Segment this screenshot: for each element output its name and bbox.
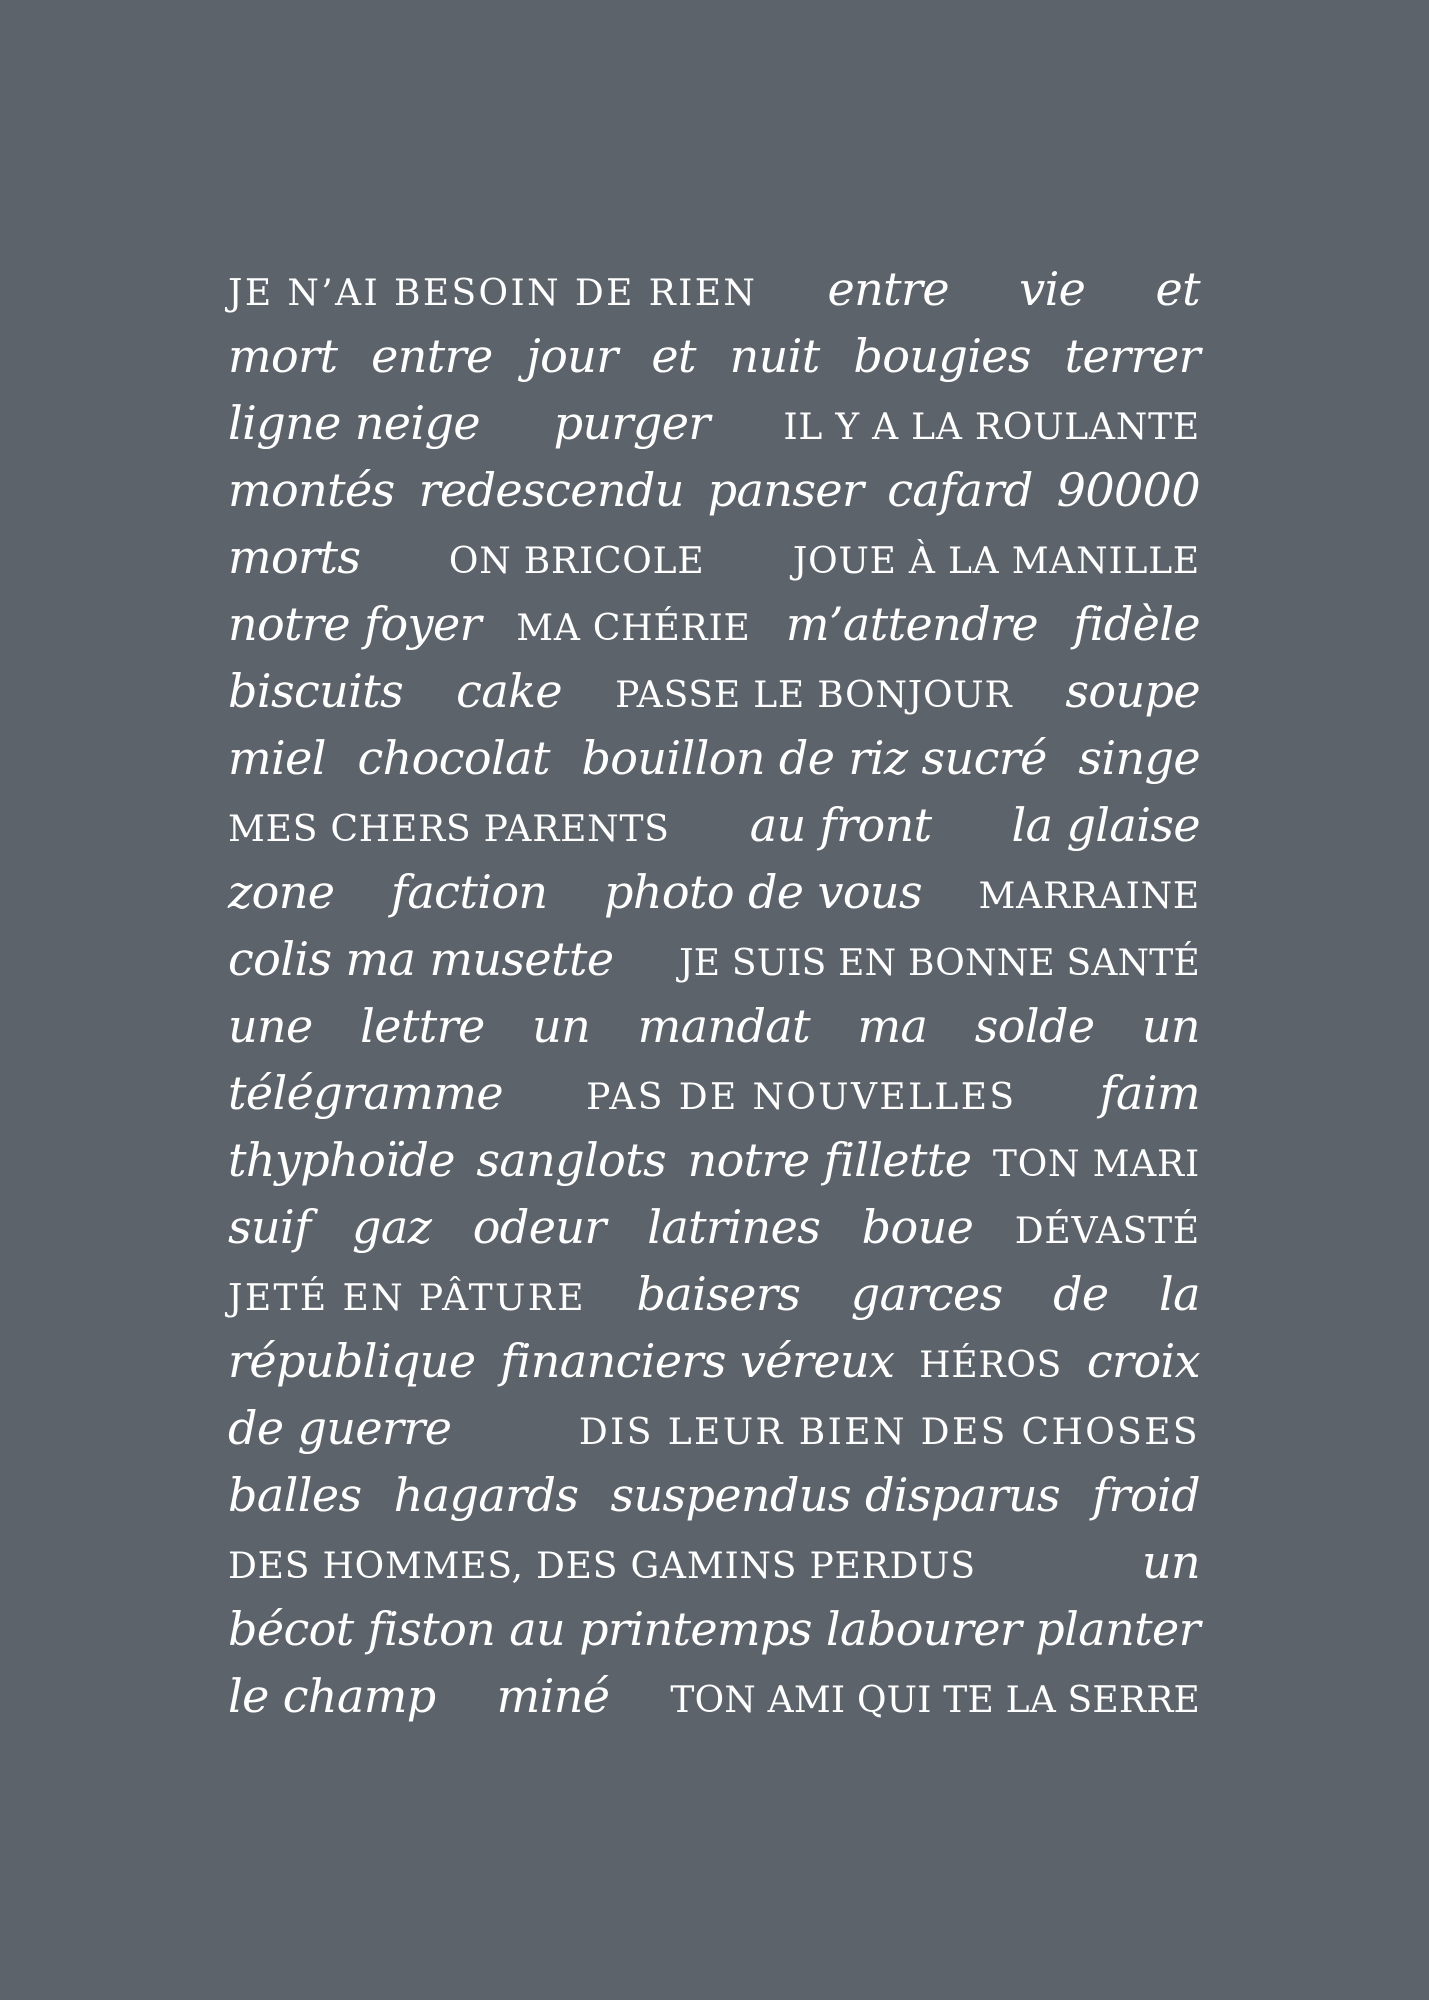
italic-phrase: notre fillette: [687, 1133, 972, 1187]
italic-phrase: mort: [228, 329, 338, 383]
small-caps-phrase: JOUE À LA MANILLE: [792, 541, 1200, 582]
italic-phrase: miel: [228, 731, 326, 785]
poem-line: [228, 926, 1200, 993]
poem-line: [228, 1395, 1200, 1462]
italic-phrase: planter: [1035, 1602, 1200, 1656]
poem-line: [228, 1529, 1200, 1596]
italic-phrase: de guerre: [228, 1401, 452, 1455]
italic-phrase: un: [1141, 999, 1200, 1053]
italic-phrase: une: [228, 999, 313, 1053]
italic-phrase: baisers: [636, 1267, 801, 1321]
poem-line: [228, 658, 1200, 725]
small-caps-phrase: MA CHÉRIE: [516, 608, 751, 649]
italic-phrase: croix: [1086, 1334, 1200, 1388]
italic-phrase: notre foyer: [228, 597, 481, 651]
small-caps-phrase: HÉROS: [919, 1345, 1063, 1386]
italic-phrase: zone: [228, 865, 335, 919]
italic-phrase: bécot fiston: [228, 1602, 496, 1656]
italic-phrase: la glaise: [1011, 798, 1200, 852]
small-caps-phrase: MARRAINE: [978, 876, 1200, 917]
italic-phrase: 90000: [1056, 463, 1200, 517]
italic-phrase: terrer: [1064, 329, 1200, 383]
italic-phrase: photo de vous: [603, 865, 922, 919]
italic-phrase: lettre: [360, 999, 485, 1053]
italic-phrase: colis ma musette: [228, 932, 614, 986]
italic-phrase: ligne neige: [228, 396, 480, 450]
italic-phrase: gaz: [352, 1200, 432, 1254]
poem-line: [228, 993, 1200, 1060]
small-caps-phrase: IL Y A LA ROULANTE: [783, 407, 1200, 448]
italic-phrase: redescendu: [418, 463, 684, 517]
italic-phrase: suif: [228, 1200, 311, 1254]
small-caps-phrase: DES HOMMES, DES GAMINS PERDUS: [228, 1546, 976, 1587]
small-caps-phrase: PASSE LE BONJOUR: [615, 675, 1013, 716]
italic-phrase: labourer: [825, 1602, 1022, 1656]
poem-line: [228, 256, 1200, 323]
italic-phrase: bouillon de riz sucré: [581, 731, 1047, 785]
small-caps-phrase: TON AMI QUI TE LA SERRE: [670, 1680, 1200, 1721]
italic-phrase: bougies: [853, 329, 1031, 383]
italic-phrase: de: [1053, 1267, 1109, 1321]
poem-text-block: [228, 256, 1200, 1730]
italic-phrase: biscuits: [228, 664, 404, 718]
italic-phrase: au front: [749, 798, 932, 852]
italic-phrase: sanglots: [476, 1133, 667, 1187]
poem-line: [228, 725, 1200, 792]
italic-phrase: chocolat: [357, 731, 550, 785]
italic-phrase: un: [1141, 1535, 1200, 1589]
italic-phrase: suspendus disparus: [610, 1468, 1061, 1522]
small-caps-phrase: ON BRICOLE: [448, 541, 705, 582]
small-caps-phrase: DÉVASTÉ: [1014, 1211, 1200, 1252]
poem-line: [228, 1261, 1200, 1328]
italic-phrase: montés: [228, 463, 395, 517]
poem-line: [228, 457, 1200, 524]
italic-phrase: la: [1159, 1267, 1200, 1321]
italic-phrase: entre: [827, 262, 950, 316]
italic-phrase: faction: [390, 865, 548, 919]
poem-line: [228, 1462, 1200, 1529]
italic-phrase: et: [1155, 262, 1200, 316]
small-caps-phrase: TON MARI: [992, 1144, 1200, 1185]
small-caps-phrase: MES CHERS PARENTS: [228, 809, 670, 850]
italic-phrase: fidèle: [1073, 597, 1200, 651]
italic-phrase: odeur: [472, 1200, 606, 1254]
italic-phrase: ma: [857, 999, 928, 1053]
italic-phrase: au printemps: [509, 1602, 812, 1656]
poem-line: [228, 591, 1200, 658]
italic-phrase: miné: [496, 1669, 610, 1723]
poem-line: [228, 1663, 1200, 1730]
poem-line: [228, 323, 1200, 390]
italic-phrase: hagards: [393, 1468, 579, 1522]
poem-line: [228, 792, 1200, 859]
italic-phrase: froid: [1092, 1468, 1200, 1522]
italic-phrase: république: [228, 1334, 476, 1388]
italic-phrase: cafard: [887, 463, 1033, 517]
italic-phrase: entre: [371, 329, 493, 383]
italic-phrase: m’attendre: [785, 597, 1038, 651]
italic-phrase: cake: [456, 664, 563, 718]
italic-phrase: boue: [861, 1200, 974, 1254]
italic-phrase: soupe: [1065, 664, 1200, 718]
italic-phrase: panser: [707, 463, 864, 517]
italic-phrase: vie: [1019, 262, 1086, 316]
poem-line: [228, 1060, 1200, 1127]
italic-phrase: balles: [228, 1468, 362, 1522]
italic-phrase: jour: [526, 329, 618, 383]
poem-line: [228, 1596, 1200, 1663]
italic-phrase: le champ: [228, 1669, 436, 1723]
italic-phrase: purger: [553, 396, 710, 450]
italic-phrase: un: [532, 999, 591, 1053]
small-caps-phrase: JE N’AI BESOIN DE RIEN: [228, 273, 758, 314]
italic-phrase: mandat: [637, 999, 811, 1053]
poem-line: [228, 390, 1200, 457]
italic-phrase: singe: [1078, 731, 1200, 785]
italic-phrase: financiers véreux: [500, 1334, 895, 1388]
small-caps-phrase: JETÉ EN PÂTURE: [228, 1278, 586, 1319]
italic-phrase: latrines: [647, 1200, 821, 1254]
poem-line: [228, 524, 1200, 591]
small-caps-phrase: JE SUIS EN BONNE SANTÉ: [679, 943, 1200, 984]
italic-phrase: nuit: [729, 329, 820, 383]
small-caps-phrase: PAS DE NOUVELLES: [586, 1077, 1017, 1118]
poem-line: [228, 859, 1200, 926]
italic-phrase: morts: [228, 530, 361, 584]
italic-phrase: faim: [1099, 1066, 1200, 1120]
poem-line: [228, 1194, 1200, 1261]
italic-phrase: thyphoïde: [228, 1133, 455, 1187]
italic-phrase: et: [651, 329, 696, 383]
italic-phrase: télégramme: [228, 1066, 503, 1120]
poem-line: [228, 1127, 1200, 1194]
italic-phrase: garces: [850, 1267, 1003, 1321]
poem-line: [228, 1328, 1200, 1395]
italic-phrase: solde: [974, 999, 1095, 1053]
small-caps-phrase: DIS LEUR BIEN DES CHOSES: [578, 1412, 1200, 1453]
